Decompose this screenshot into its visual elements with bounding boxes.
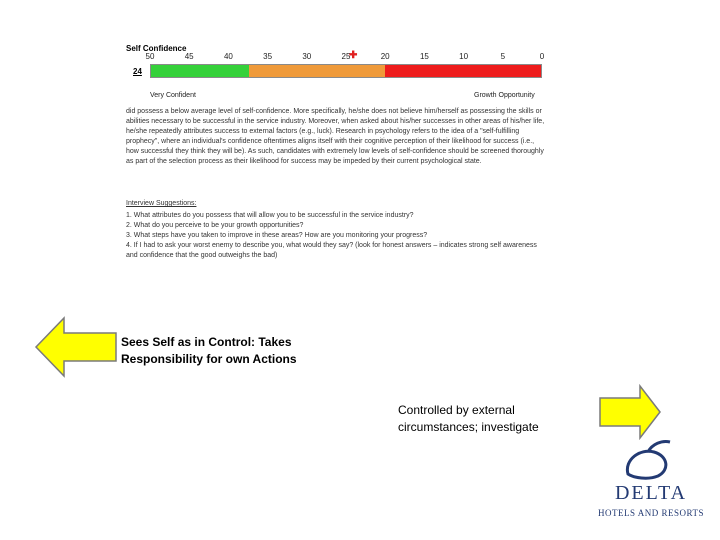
left-caption: Sees Self as in Control: Takes Responsibility for own Actions [121,335,297,366]
scale-tick: 30 [302,52,312,61]
scale-right-label: Growth Opportunity [474,92,535,99]
scale-tick: 20 [380,52,390,61]
scale-tick: 0 [539,52,545,61]
delta-logo [588,438,714,538]
suggestion-item: 2. What do you perceive to be your growth opportunities? [126,222,304,229]
delta-logo-mark-icon [618,438,684,480]
scale-tick: 35 [263,52,273,61]
scale-left-label: Very Confident [150,92,196,99]
scale-tick: 45 [184,52,194,61]
logo-wordmark: DELTA [614,482,688,504]
report-title: Self Confidence [126,44,187,53]
scale-tick: 25 [341,52,351,61]
scale-segment-orange [249,65,386,77]
scale-tick: 15 [419,52,429,61]
suggestions-list [126,211,546,261]
scale-tick: 5 [500,52,506,61]
scale-segment-green [151,65,249,77]
scale-segment-red [385,65,541,77]
scale-tick: 40 [223,52,233,61]
left-arrow-icon [34,316,118,378]
right-caption: Controlled by external circumstances; investigate [398,403,539,434]
score-value: 24 [133,67,142,76]
logo-subtitle: HOTELS AND RESORTS [598,508,704,518]
suggestions-title: Interview Suggestions: [126,200,197,207]
suggestion-item: 1. What attributes do you possess that will allow you to be successful in the service industry? [126,212,414,219]
confidence-scale-bar [150,64,542,78]
scale-tick: 50 [145,52,155,61]
score-marker-icon: ✚ [349,50,358,61]
report-body-text: did possess a below average level of self-confidence. More specifically, he/she does not believe him/herself as possessing the skills or abilities necessary to be successful in the service industry. Moreover, when asked about his/her successes in other areas of his/her life, he/she repeatedly attributes success to external factors (e.g., luck). Research in psychology refers to the idea of a "self-fulfilling prophecy", where an individual's confidence oftentimes aligns itself with their cognitive perception of their likelihood for success (i.e., how successful they think they will be). As such, candidates with extremely low levels of self-confidence should be screened thoroughly as part of the selection process as their likelihood for success may be impeded by their current psychological state. [126,108,545,165]
suggestion-item: 3. What steps have you taken to improve in these areas? How are you monitoring your progress? [126,232,428,239]
right-arrow-icon [598,384,662,440]
scale-tick: 10 [459,52,469,61]
suggestion-item: 4. If I had to ask your worst enemy to describe you, what would they say? (look for honest answers – indicates strong self awareness and confidence that the good outweighs the bad) [126,242,537,259]
